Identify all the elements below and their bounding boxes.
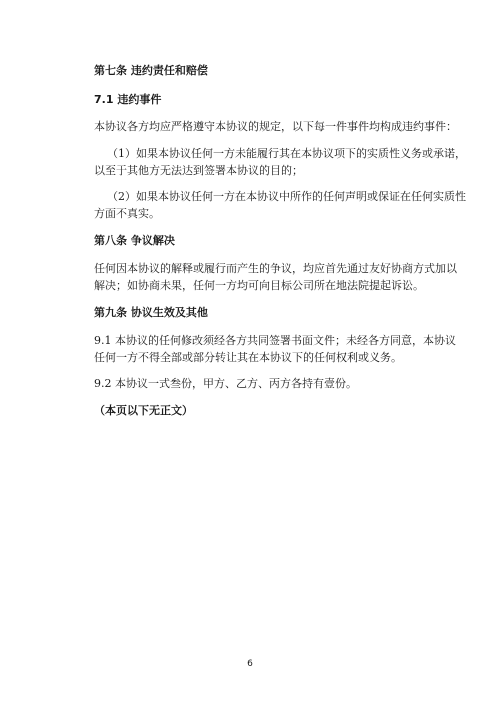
article7-subtitle: 7.1 违约事件 — [94, 93, 162, 106]
article7-item1-line2: 以至于其他方无法达到签署本协议的目的； — [94, 164, 303, 177]
article9-p2: 9.2 本协议一式叁份，甲方、乙方、丙方各持有壹份。 — [94, 377, 357, 390]
article9-p1-line2: 任何一方不得全部或部分转让其在本协议下的任何权利或义务。 — [94, 351, 402, 364]
article9-title: 第九条 协议生效及其他 — [94, 306, 208, 319]
end-note: （本页以下无正文） — [94, 404, 193, 417]
article7-item2-line2: 方面不真实。 — [94, 207, 160, 220]
article8-title: 第八条 争议解决 — [94, 234, 175, 247]
page-number: 6 — [247, 659, 253, 669]
article9-p1-line1: 9.1 本协议的任何修改须经各方共同签署书面文件；未经各方同意，本协议 — [94, 334, 456, 347]
article7-item2-line1: （2）如果本协议任何一方在本协议中所作的任何声明或保证在任何实质性 — [107, 190, 466, 203]
article7-title: 第七条 违约责任和赔偿 — [94, 64, 208, 77]
article7-item1-line1: （1）如果本协议任何一方未能履行其在本协议项下的实质性义务或承诺， — [107, 147, 466, 160]
article8-para-line2: 解决；如协商未果，任何一方均可向目标公司所在地法院提起诉讼。 — [94, 279, 424, 292]
article8-para-line1: 任何因本协议的解释或履行而产生的争议，均应首先通过友好协商方式加以 — [94, 262, 457, 275]
article7-intro: 本协议各方均应严格遵守本协议的规定，以下每一件事件均构成违约事件： — [94, 120, 457, 133]
